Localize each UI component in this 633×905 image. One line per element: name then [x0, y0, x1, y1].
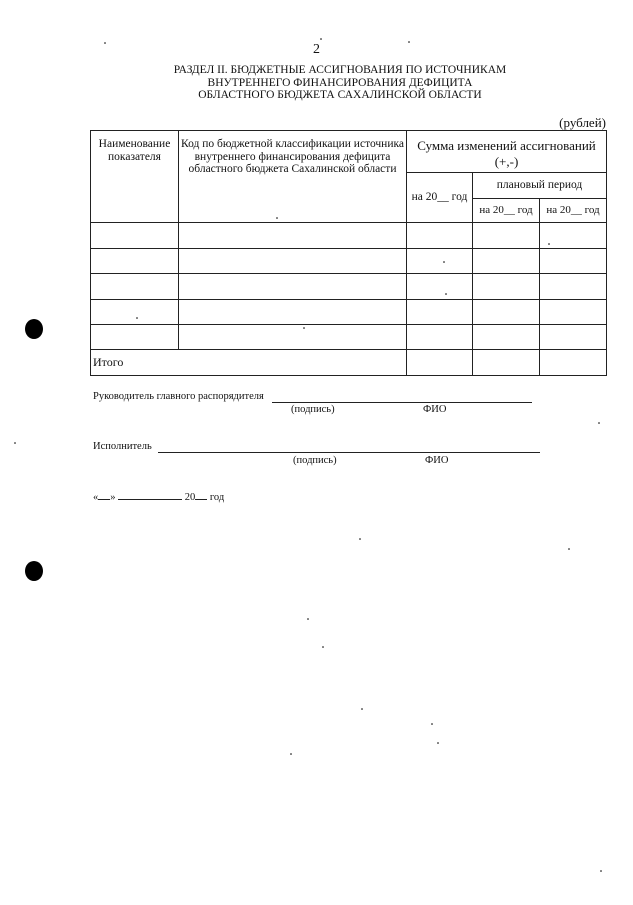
scan-speck: [136, 317, 138, 319]
header-plan-year-2: на 20__ год: [540, 199, 607, 223]
total-label: Итого: [91, 350, 407, 376]
scan-speck: [359, 538, 361, 540]
allocations-table: [90, 130, 607, 376]
cell-code[interactable]: [179, 300, 407, 325]
scan-speck: [290, 753, 292, 755]
date-day-field[interactable]: [98, 489, 110, 500]
scan-speck: [445, 293, 447, 295]
header-name: Наименование показателя: [91, 131, 179, 223]
scan-speck: [598, 422, 600, 424]
cell-plan-1[interactable]: [473, 274, 540, 300]
scan-speck: [322, 646, 324, 648]
header-plan-period: плановый период: [473, 173, 607, 199]
total-year[interactable]: [407, 350, 473, 376]
executor-name-caption: ФИО: [425, 455, 449, 466]
total-plan-2[interactable]: [540, 350, 607, 376]
section-title-line-3: ОБЛАСТНОГО БЮДЖЕТА САХАЛИНСКОЙ ОБЛАСТИ: [198, 89, 482, 101]
scan-speck: [320, 38, 322, 40]
date-line: [93, 489, 224, 503]
scan-speck: [548, 243, 550, 245]
date-year-prefix: 20: [184, 492, 196, 503]
scan-speck: [14, 442, 16, 444]
cell-plan-2[interactable]: [540, 274, 607, 300]
scan-speck: [600, 870, 602, 872]
cell-plan-2[interactable]: [540, 300, 607, 325]
cell-name[interactable]: [91, 300, 179, 325]
cell-plan-1[interactable]: [473, 223, 540, 249]
section-title-line-1: РАЗДЕЛ II. БЮДЖЕТНЫЕ АССИГНОВАНИЯ ПО ИСТОЧНИКАМ: [173, 64, 507, 76]
cell-name[interactable]: [91, 325, 179, 350]
date-month-field[interactable]: [118, 489, 182, 500]
page-number: 2: [313, 42, 320, 57]
header-code: Код по бюджетной классификации источника внутреннего финансирования дефицита областного бюджета Сахалинской области: [179, 131, 407, 223]
scan-speck: [568, 548, 570, 550]
punch-hole-top: [25, 319, 43, 339]
header-current-year: на 20__ год: [407, 173, 473, 223]
head-signature-label: Руководитель главного распорядителя: [93, 391, 264, 402]
cell-code[interactable]: [179, 223, 407, 249]
cell-plan-1[interactable]: [473, 300, 540, 325]
total-row: [91, 350, 607, 376]
cell-year[interactable]: [407, 249, 473, 274]
cell-year[interactable]: [407, 274, 473, 300]
units-label: (рублей): [559, 115, 606, 130]
cell-plan-2[interactable]: [540, 223, 607, 249]
executor-signature-label: Исполнитель: [93, 441, 152, 452]
cell-plan-2[interactable]: [540, 249, 607, 274]
cell-year[interactable]: [407, 223, 473, 249]
date-suffix: год: [209, 492, 225, 503]
cell-code[interactable]: [179, 325, 407, 350]
scan-speck: [276, 217, 278, 219]
table-row: [91, 274, 607, 300]
scan-speck: [104, 42, 106, 44]
table-row: [91, 249, 607, 274]
scan-speck: [361, 708, 363, 710]
scan-speck: [307, 618, 309, 620]
cell-year[interactable]: [407, 325, 473, 350]
date-open-quote: «: [93, 492, 99, 503]
head-signature-caption: (подпись): [291, 404, 335, 415]
punch-hole-bottom: [25, 561, 43, 581]
table-row: [91, 300, 607, 325]
cell-name[interactable]: [91, 223, 179, 249]
header-plan-year-1: на 20__ год: [473, 199, 540, 223]
total-plan-1[interactable]: [473, 350, 540, 376]
scan-speck: [408, 41, 410, 43]
section-title-line-2: ВНУТРЕННЕГО ФИНАНСИРОВАНИЯ ДЕФИЦИТА: [207, 76, 473, 89]
scan-speck: [431, 723, 433, 725]
scan-speck: [443, 261, 445, 263]
date-year-field[interactable]: [195, 489, 207, 500]
cell-plan-1[interactable]: [473, 325, 540, 350]
cell-name[interactable]: [91, 274, 179, 300]
cell-code[interactable]: [179, 249, 407, 274]
head-signature-field[interactable]: [272, 402, 532, 403]
cell-plan-2[interactable]: [540, 325, 607, 350]
scan-speck: [437, 742, 439, 744]
table-row: [91, 325, 607, 350]
cell-code[interactable]: [179, 274, 407, 300]
cell-name[interactable]: [91, 249, 179, 274]
head-name-caption: ФИО: [423, 404, 447, 415]
section-title: [130, 64, 550, 102]
table-row: [91, 223, 607, 249]
cell-year[interactable]: [407, 300, 473, 325]
executor-signature-caption: (подпись): [293, 455, 337, 466]
header-sum: Сумма изменений ассигнований (+,-): [407, 131, 607, 173]
cell-plan-1[interactable]: [473, 249, 540, 274]
date-close-quote: »: [110, 492, 116, 503]
executor-signature-field[interactable]: [158, 452, 540, 453]
scan-speck: [303, 327, 305, 329]
